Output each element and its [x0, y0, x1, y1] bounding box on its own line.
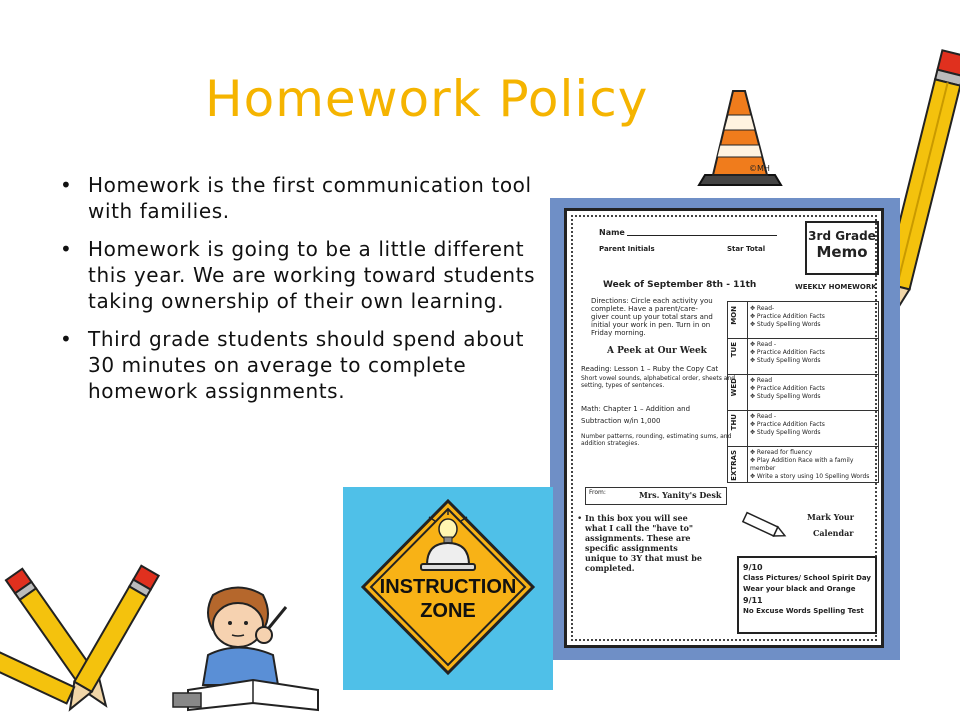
memo-math-detail-2: addition strategies.	[581, 440, 640, 447]
bullet-list	[60, 172, 550, 416]
memo-name-line	[627, 235, 777, 236]
memo-day-name: EXTRAS	[730, 450, 738, 481]
instruction-zone-panel	[343, 487, 553, 690]
memo-grade-box	[805, 221, 879, 275]
zone-line-2: ZONE	[420, 600, 476, 622]
memo-day-item: ✥ Practice Addition Facts	[750, 349, 825, 356]
memo-day-item: ✥ Study Spelling Words	[750, 429, 821, 436]
memo-day-item: ✥ Write a story using 10 Spelling Words	[750, 473, 870, 480]
cone-mark: ©MH	[749, 164, 770, 173]
memo-day-item: ✥ Practice Addition Facts	[750, 313, 825, 320]
memo-weekly-homework: WEEKLY HOMEWORK	[795, 283, 877, 291]
memo-math: Math: Chapter 1 – Addition and	[581, 405, 691, 413]
memo-day-row	[728, 374, 878, 411]
memo-day-item: ✥ Read	[750, 377, 773, 384]
homework-memo-image	[550, 198, 900, 660]
memo-reading-detail-1: Short vowel sounds, alphabetical order, sheets and	[581, 375, 736, 382]
memo-day-items	[750, 341, 825, 365]
memo-day-item: ✥ Play Addition Race with a family member	[750, 457, 854, 472]
memo-page	[564, 208, 884, 648]
memo-directions-5: Friday morning.	[591, 329, 646, 337]
memo-day-item: ✥ Read -	[750, 413, 777, 420]
memo-day-item: ✥ Study Spelling Words	[750, 357, 821, 364]
memo-star-label: Star Total	[727, 245, 766, 253]
memo-day-items	[750, 305, 825, 329]
memo-directions-2: complete. Have a parent/care-	[591, 305, 698, 313]
memo-directions-3: giver count up your total stars and	[591, 313, 713, 321]
memo-calendar-line: No Excuse Words Spelling Test	[743, 607, 864, 615]
memo-days-divider	[747, 302, 748, 482]
memo-reading-detail-2: setting, types of sentences.	[581, 382, 665, 389]
memo-day-item: ✥ Read -	[750, 341, 777, 348]
bullet-text: Homework is the first communication tool with families.	[88, 173, 532, 223]
memo-directions-4: initial your work in pen. Turn in on	[591, 321, 711, 329]
bullet-item	[60, 172, 550, 224]
memo-day-item: ✥ Study Spelling Words	[750, 393, 821, 400]
memo-peek: A Peek at Our Week	[607, 346, 707, 356]
memo-day-item: ✥ Reread for fluency	[750, 449, 813, 456]
memo-calendar-line: Class Pictures/ School Spirit Day	[743, 574, 871, 582]
memo-day-item: ✥ Practice Addition Facts	[750, 385, 825, 392]
memo-from-label: From:	[589, 489, 606, 496]
instruction-zone-sign	[343, 487, 553, 690]
bullet-text: Third grade students should spend about 30 minutes on average to complete homework assignments.	[88, 327, 525, 403]
bullet-dot: •	[60, 237, 73, 261]
student-homework-clipart	[168, 585, 343, 715]
memo-word: Memo	[816, 243, 868, 261]
memo-name-label: Name	[599, 228, 625, 237]
bullet-item	[60, 326, 550, 404]
memo-calendar: Calendar	[813, 528, 854, 538]
memo-day-row	[728, 338, 878, 375]
memo-assign-box: In this box you will see what I call the "have to" assignments. These are specific assignments unique to 3Y that must be completed.	[585, 513, 702, 573]
memo-assign-bullet: •	[577, 514, 583, 524]
crossed-pencils-icon	[0, 560, 170, 720]
memo-directions-1: Directions: Circle each activity you	[591, 297, 713, 305]
bullet-dot: •	[60, 173, 73, 197]
memo-day-name: THU	[730, 414, 738, 431]
slide-title: Homework Policy	[205, 70, 649, 128]
memo-grade: 3rd Grade	[808, 229, 876, 243]
memo-reading: Reading: Lesson 1 – Ruby the Copy Cat	[581, 365, 719, 373]
memo-math-detail-1: Number patterns, rounding, estimating sums, and	[581, 433, 732, 440]
memo-calendar-box	[737, 556, 877, 634]
memo-day-row	[728, 302, 878, 339]
memo-calendar-line: 9/10	[743, 563, 763, 572]
memo-mark-your: Mark Your	[807, 512, 854, 522]
memo-day-row	[728, 446, 878, 482]
memo-day-item: ✥ Study Spelling Words	[750, 321, 821, 328]
memo-calendar-line: Wear your black and Orange	[743, 585, 856, 593]
memo-day-name: MON	[730, 306, 738, 325]
memo-desk: Mrs. Yanity's Desk	[639, 490, 722, 500]
traffic-cone-clipart	[695, 85, 785, 190]
memo-day-name: WED	[730, 378, 738, 397]
memo-day-item: ✥ Practice Addition Facts	[750, 421, 825, 428]
memo-days-table	[727, 301, 879, 483]
memo-pencil-icon	[739, 511, 789, 541]
memo-day-item: ✥ Read-	[750, 305, 775, 312]
memo-calendar-line: 9/11	[743, 596, 763, 605]
memo-day-name: TUE	[730, 342, 738, 358]
memo-day-items	[750, 377, 825, 401]
memo-day-items	[750, 449, 878, 481]
memo-day-items	[750, 413, 825, 437]
memo-parent-label: Parent Initials	[599, 245, 655, 253]
zone-line-1: INSTRUCTION	[379, 576, 517, 598]
bullet-item	[60, 236, 550, 314]
bullet-dot: •	[60, 327, 73, 351]
memo-day-row	[728, 410, 878, 447]
memo-math-2: Subtraction w/in 1,000	[581, 417, 661, 425]
bullet-text: Homework is going to be a little different this year. We are working toward students taking ownership of their own learning.	[88, 237, 536, 313]
memo-week: Week of September 8th - 11th	[603, 280, 757, 290]
